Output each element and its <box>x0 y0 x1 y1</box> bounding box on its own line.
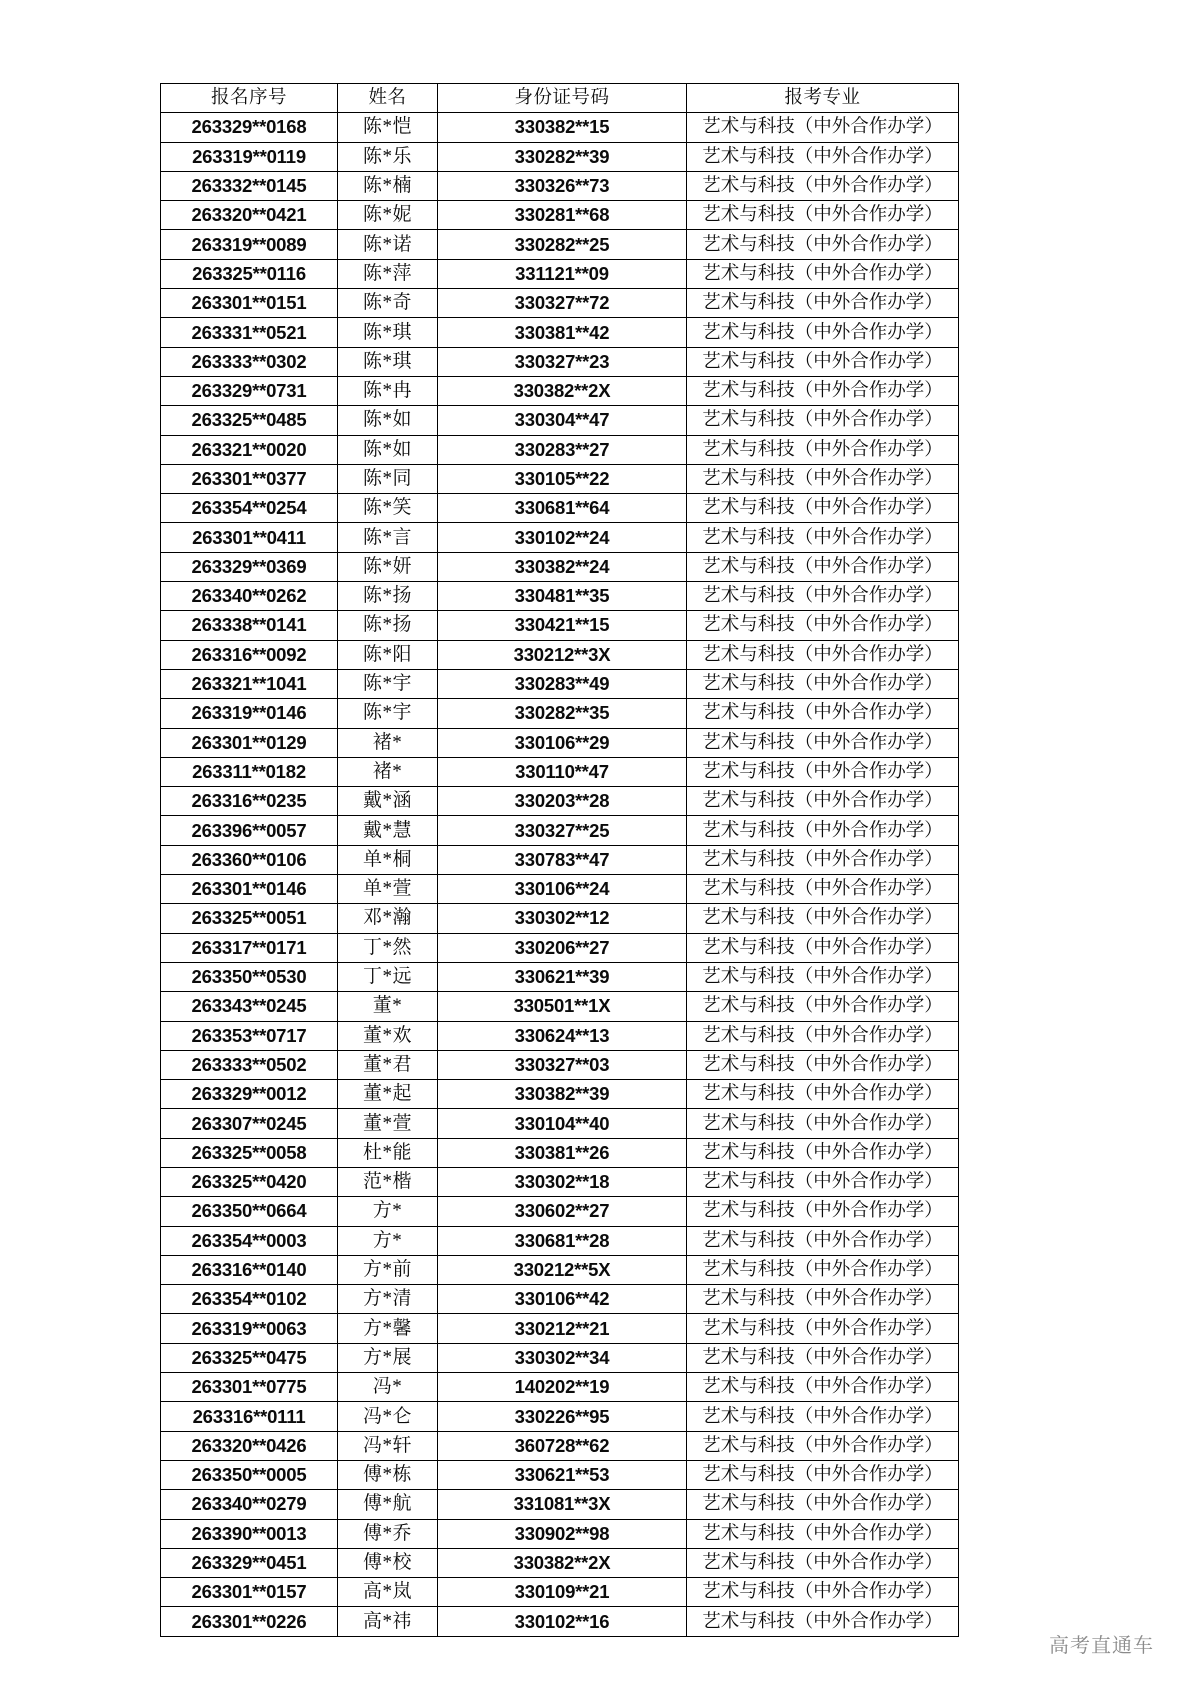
table-row <box>161 259 959 288</box>
cell-id-number: 330283**49 <box>438 669 687 698</box>
cell-serial: 263360**0106 <box>161 845 338 874</box>
cell-name: 陈*阳 <box>338 640 438 669</box>
cell-name: 陈*如 <box>338 406 438 435</box>
cell-name: 冯*轩 <box>338 1431 438 1460</box>
cell-name: 丁*远 <box>338 962 438 991</box>
table-row <box>161 142 959 171</box>
table-row <box>161 875 959 904</box>
cell-id-number: 330212**3X <box>438 640 687 669</box>
cell-id-number: 330382**2X <box>438 1548 687 1577</box>
table-row <box>161 1167 959 1196</box>
cell-serial: 263319**0063 <box>161 1314 338 1343</box>
cell-major: 艺术与科技（中外合作办学） <box>687 347 959 376</box>
cell-serial: 263321**0020 <box>161 435 338 464</box>
cell-name: 陈*琪 <box>338 318 438 347</box>
cell-id-number: 330304**47 <box>438 406 687 435</box>
cell-name: 邓*瀚 <box>338 904 438 933</box>
cell-name: 陈*奇 <box>338 289 438 318</box>
cell-name: 陈*如 <box>338 435 438 464</box>
cell-name: 杜*能 <box>338 1138 438 1167</box>
cell-name: 董*萱 <box>338 1109 438 1138</box>
cell-major: 艺术与科技（中外合作办学） <box>687 230 959 259</box>
cell-name: 陈*诺 <box>338 230 438 259</box>
watermark: 高考直通车 <box>1049 1635 1154 1657</box>
cell-major: 艺术与科技（中外合作办学） <box>687 523 959 552</box>
cell-id-number: 331081**3X <box>438 1490 687 1519</box>
cell-major: 艺术与科技（中外合作办学） <box>687 611 959 640</box>
cell-name: 陈*宇 <box>338 669 438 698</box>
cell-serial: 263301**0157 <box>161 1578 338 1607</box>
cell-major: 艺术与科技（中外合作办学） <box>687 904 959 933</box>
cell-serial: 263338**0141 <box>161 611 338 640</box>
cell-name: 陈*宇 <box>338 699 438 728</box>
cell-id-number: 330327**25 <box>438 816 687 845</box>
cell-name: 傅*乔 <box>338 1519 438 1548</box>
cell-serial: 263316**0111 <box>161 1402 338 1431</box>
table-row <box>161 933 959 962</box>
cell-id-number: 330382**39 <box>438 1080 687 1109</box>
cell-name: 陈*萍 <box>338 259 438 288</box>
cell-major: 艺术与科技（中外合作办学） <box>687 1373 959 1402</box>
cell-id-number: 330282**39 <box>438 142 687 171</box>
cell-serial: 263350**0530 <box>161 962 338 991</box>
table-body <box>161 113 959 1636</box>
table-row <box>161 582 959 611</box>
cell-name: 董*欢 <box>338 1021 438 1050</box>
cell-name: 冯*仑 <box>338 1402 438 1431</box>
cell-id-number: 330104**40 <box>438 1109 687 1138</box>
table-row <box>161 1431 959 1460</box>
cell-id-number: 330382**15 <box>438 113 687 142</box>
table-row <box>161 523 959 552</box>
cell-name: 方* <box>338 1226 438 1255</box>
table-row <box>161 171 959 200</box>
cell-major: 艺术与科技（中外合作办学） <box>687 113 959 142</box>
cell-id-number: 330102**16 <box>438 1607 687 1636</box>
cell-major: 艺术与科技（中外合作办学） <box>687 1167 959 1196</box>
cell-id-number: 331121**09 <box>438 259 687 288</box>
table-row <box>161 1314 959 1343</box>
cell-name: 单*萱 <box>338 875 438 904</box>
cell-serial: 263319**0089 <box>161 230 338 259</box>
cell-major: 艺术与科技（中外合作办学） <box>687 1226 959 1255</box>
cell-serial: 263316**0092 <box>161 640 338 669</box>
cell-serial: 263316**0140 <box>161 1255 338 1284</box>
cell-name: 冯* <box>338 1373 438 1402</box>
cell-major: 艺术与科技（中外合作办学） <box>687 552 959 581</box>
table-row <box>161 347 959 376</box>
cell-serial: 263325**0475 <box>161 1343 338 1372</box>
table-row <box>161 1460 959 1489</box>
cell-major: 艺术与科技（中外合作办学） <box>687 201 959 230</box>
cell-id-number: 330282**25 <box>438 230 687 259</box>
cell-name: 戴*慧 <box>338 816 438 845</box>
cell-major: 艺术与科技（中外合作办学） <box>687 640 959 669</box>
cell-name: 单*桐 <box>338 845 438 874</box>
table-row <box>161 113 959 142</box>
table-row <box>161 1548 959 1577</box>
table-row <box>161 318 959 347</box>
cell-major: 艺术与科技（中外合作办学） <box>687 933 959 962</box>
cell-name: 傅*航 <box>338 1490 438 1519</box>
cell-major: 艺术与科技（中外合作办学） <box>687 1138 959 1167</box>
table-row <box>161 1285 959 1314</box>
cell-name: 陈*扬 <box>338 582 438 611</box>
column-header-id-number: 身份证号码 <box>438 84 687 113</box>
cell-name: 陈*妮 <box>338 201 438 230</box>
cell-serial: 263333**0502 <box>161 1050 338 1079</box>
cell-name: 高*岚 <box>338 1578 438 1607</box>
cell-serial: 263301**0226 <box>161 1607 338 1636</box>
cell-id-number: 330203**28 <box>438 787 687 816</box>
table-row <box>161 464 959 493</box>
cell-serial: 263301**0129 <box>161 728 338 757</box>
cell-name: 方*前 <box>338 1255 438 1284</box>
cell-name: 高*祎 <box>338 1607 438 1636</box>
cell-id-number: 330106**29 <box>438 728 687 757</box>
table-row <box>161 201 959 230</box>
cell-id-number: 330102**24 <box>438 523 687 552</box>
table-row <box>161 640 959 669</box>
table-header <box>161 84 959 113</box>
cell-serial: 263350**0664 <box>161 1197 338 1226</box>
cell-id-number: 330282**35 <box>438 699 687 728</box>
cell-name: 陈*笑 <box>338 494 438 523</box>
table-row <box>161 1021 959 1050</box>
cell-serial: 263321**1041 <box>161 669 338 698</box>
cell-major: 艺术与科技（中外合作办学） <box>687 1050 959 1079</box>
cell-serial: 263320**0421 <box>161 201 338 230</box>
cell-major: 艺术与科技（中外合作办学） <box>687 1402 959 1431</box>
cell-id-number: 330106**24 <box>438 875 687 904</box>
cell-major: 艺术与科技（中外合作办学） <box>687 464 959 493</box>
cell-serial: 263316**0235 <box>161 787 338 816</box>
cell-major: 艺术与科技（中外合作办学） <box>687 1607 959 1636</box>
cell-id-number: 330421**15 <box>438 611 687 640</box>
cell-id-number: 330624**13 <box>438 1021 687 1050</box>
cell-id-number: 330783**47 <box>438 845 687 874</box>
cell-major: 艺术与科技（中外合作办学） <box>687 1548 959 1577</box>
cell-id-number: 330501**1X <box>438 992 687 1021</box>
cell-id-number: 330381**42 <box>438 318 687 347</box>
cell-major: 艺术与科技（中外合作办学） <box>687 406 959 435</box>
cell-serial: 263331**0521 <box>161 318 338 347</box>
table-row <box>161 1343 959 1372</box>
cell-name: 董*君 <box>338 1050 438 1079</box>
registration-table <box>160 83 959 1637</box>
table-row <box>161 787 959 816</box>
cell-major: 艺术与科技（中外合作办学） <box>687 318 959 347</box>
cell-name: 方*展 <box>338 1343 438 1372</box>
cell-major: 艺术与科技（中外合作办学） <box>687 435 959 464</box>
table-row <box>161 962 959 991</box>
cell-major: 艺术与科技（中外合作办学） <box>687 1578 959 1607</box>
table-row <box>161 1050 959 1079</box>
cell-major: 艺术与科技（中外合作办学） <box>687 1197 959 1226</box>
table-row <box>161 1373 959 1402</box>
table-row <box>161 845 959 874</box>
cell-major: 艺术与科技（中外合作办学） <box>687 1519 959 1548</box>
table-row <box>161 1578 959 1607</box>
cell-id-number: 330602**27 <box>438 1197 687 1226</box>
cell-serial: 263320**0426 <box>161 1431 338 1460</box>
table-row <box>161 1080 959 1109</box>
cell-id-number: 330621**53 <box>438 1460 687 1489</box>
cell-major: 艺术与科技（中外合作办学） <box>687 171 959 200</box>
table-row <box>161 1255 959 1284</box>
cell-id-number: 330106**42 <box>438 1285 687 1314</box>
table-row <box>161 728 959 757</box>
table-row <box>161 1138 959 1167</box>
table-header-row <box>161 84 959 113</box>
cell-id-number: 330621**39 <box>438 962 687 991</box>
cell-major: 艺术与科技（中外合作办学） <box>687 1021 959 1050</box>
cell-name: 范*楷 <box>338 1167 438 1196</box>
cell-id-number: 330327**72 <box>438 289 687 318</box>
table-row <box>161 406 959 435</box>
cell-name: 戴*涵 <box>338 787 438 816</box>
table-row <box>161 1402 959 1431</box>
cell-id-number: 330302**12 <box>438 904 687 933</box>
cell-serial: 263390**0013 <box>161 1519 338 1548</box>
cell-serial: 263329**0731 <box>161 376 338 405</box>
table-row <box>161 757 959 786</box>
cell-id-number: 140202**19 <box>438 1373 687 1402</box>
cell-name: 董* <box>338 992 438 1021</box>
table-row <box>161 1490 959 1519</box>
cell-name: 陈*恺 <box>338 113 438 142</box>
cell-id-number: 330327**03 <box>438 1050 687 1079</box>
cell-name: 方* <box>338 1197 438 1226</box>
cell-name: 褚* <box>338 728 438 757</box>
cell-serial: 263325**0420 <box>161 1167 338 1196</box>
cell-major: 艺术与科技（中外合作办学） <box>687 494 959 523</box>
cell-id-number: 330382**24 <box>438 552 687 581</box>
cell-serial: 263301**0377 <box>161 464 338 493</box>
table-row <box>161 230 959 259</box>
cell-name: 陈*同 <box>338 464 438 493</box>
table-row <box>161 904 959 933</box>
cell-major: 艺术与科技（中外合作办学） <box>687 728 959 757</box>
cell-serial: 263340**0279 <box>161 1490 338 1519</box>
cell-serial: 263301**0775 <box>161 1373 338 1402</box>
cell-serial: 263396**0057 <box>161 816 338 845</box>
table-row <box>161 1607 959 1636</box>
table-row <box>161 435 959 464</box>
cell-id-number: 330283**27 <box>438 435 687 464</box>
cell-major: 艺术与科技（中外合作办学） <box>687 962 959 991</box>
cell-id-number: 330302**18 <box>438 1167 687 1196</box>
column-header-major: 报考专业 <box>687 84 959 113</box>
cell-serial: 263319**0119 <box>161 142 338 171</box>
cell-name: 傅*栋 <box>338 1460 438 1489</box>
cell-name: 陈*扬 <box>338 611 438 640</box>
cell-name: 方*清 <box>338 1285 438 1314</box>
cell-id-number: 330381**26 <box>438 1138 687 1167</box>
cell-id-number: 330226**95 <box>438 1402 687 1431</box>
cell-id-number: 330109**21 <box>438 1578 687 1607</box>
cell-serial: 263325**0116 <box>161 259 338 288</box>
cell-id-number: 330382**2X <box>438 376 687 405</box>
table-row <box>161 1197 959 1226</box>
cell-serial: 263343**0245 <box>161 992 338 1021</box>
table-row <box>161 1226 959 1255</box>
table-row <box>161 1519 959 1548</box>
cell-id-number: 330281**68 <box>438 201 687 230</box>
cell-major: 艺术与科技（中外合作办学） <box>687 1490 959 1519</box>
cell-name: 陈*楠 <box>338 171 438 200</box>
cell-id-number: 330327**23 <box>438 347 687 376</box>
cell-id-number: 330212**5X <box>438 1255 687 1284</box>
column-header-name: 姓名 <box>338 84 438 113</box>
table-row <box>161 494 959 523</box>
table-row <box>161 699 959 728</box>
cell-serial: 263301**0151 <box>161 289 338 318</box>
cell-major: 艺术与科技（中外合作办学） <box>687 1255 959 1284</box>
cell-name: 陈*冉 <box>338 376 438 405</box>
cell-id-number: 330681**64 <box>438 494 687 523</box>
cell-serial: 263329**0451 <box>161 1548 338 1577</box>
cell-name: 丁*然 <box>338 933 438 962</box>
column-header-serial: 报名序号 <box>161 84 338 113</box>
cell-id-number: 330326**73 <box>438 171 687 200</box>
cell-name: 褚* <box>338 757 438 786</box>
table-row <box>161 289 959 318</box>
cell-name: 傅*校 <box>338 1548 438 1577</box>
cell-serial: 263332**0145 <box>161 171 338 200</box>
table-row <box>161 992 959 1021</box>
cell-serial: 263307**0245 <box>161 1109 338 1138</box>
cell-id-number: 330110**47 <box>438 757 687 786</box>
cell-serial: 263301**0411 <box>161 523 338 552</box>
cell-major: 艺术与科技（中外合作办学） <box>687 699 959 728</box>
cell-serial: 263319**0146 <box>161 699 338 728</box>
cell-major: 艺术与科技（中外合作办学） <box>687 1080 959 1109</box>
cell-major: 艺术与科技（中外合作办学） <box>687 289 959 318</box>
cell-major: 艺术与科技（中外合作办学） <box>687 1431 959 1460</box>
cell-name: 方*馨 <box>338 1314 438 1343</box>
cell-major: 艺术与科技（中外合作办学） <box>687 1314 959 1343</box>
cell-id-number: 330212**21 <box>438 1314 687 1343</box>
cell-major: 艺术与科技（中外合作办学） <box>687 1285 959 1314</box>
cell-serial: 263311**0182 <box>161 757 338 786</box>
cell-serial: 263325**0485 <box>161 406 338 435</box>
cell-id-number: 330302**34 <box>438 1343 687 1372</box>
cell-serial: 263317**0171 <box>161 933 338 962</box>
cell-major: 艺术与科技（中外合作办学） <box>687 1109 959 1138</box>
cell-name: 陈*言 <box>338 523 438 552</box>
registration-table-container <box>160 83 958 1637</box>
cell-major: 艺术与科技（中外合作办学） <box>687 259 959 288</box>
table-row <box>161 552 959 581</box>
cell-serial: 263329**0168 <box>161 113 338 142</box>
cell-serial: 263340**0262 <box>161 582 338 611</box>
cell-name: 董*起 <box>338 1080 438 1109</box>
cell-serial: 263350**0005 <box>161 1460 338 1489</box>
cell-major: 艺术与科技（中外合作办学） <box>687 1343 959 1372</box>
table-row <box>161 376 959 405</box>
cell-id-number: 330105**22 <box>438 464 687 493</box>
cell-name: 陈*妍 <box>338 552 438 581</box>
table-row <box>161 1109 959 1138</box>
cell-serial: 263329**0369 <box>161 552 338 581</box>
cell-serial: 263325**0058 <box>161 1138 338 1167</box>
cell-name: 陈*琪 <box>338 347 438 376</box>
cell-serial: 263354**0102 <box>161 1285 338 1314</box>
cell-major: 艺术与科技（中外合作办学） <box>687 582 959 611</box>
cell-id-number: 330481**35 <box>438 582 687 611</box>
cell-id-number: 360728**62 <box>438 1431 687 1460</box>
cell-major: 艺术与科技（中外合作办学） <box>687 875 959 904</box>
cell-id-number: 330681**28 <box>438 1226 687 1255</box>
cell-serial: 263325**0051 <box>161 904 338 933</box>
cell-name: 陈*乐 <box>338 142 438 171</box>
cell-major: 艺术与科技（中外合作办学） <box>687 816 959 845</box>
cell-id-number: 330902**98 <box>438 1519 687 1548</box>
table-row <box>161 816 959 845</box>
cell-serial: 263353**0717 <box>161 1021 338 1050</box>
cell-id-number: 330206**27 <box>438 933 687 962</box>
table-row <box>161 611 959 640</box>
cell-serial: 263354**0254 <box>161 494 338 523</box>
cell-serial: 263333**0302 <box>161 347 338 376</box>
cell-major: 艺术与科技（中外合作办学） <box>687 669 959 698</box>
cell-major: 艺术与科技（中外合作办学） <box>687 787 959 816</box>
cell-serial: 263354**0003 <box>161 1226 338 1255</box>
cell-major: 艺术与科技（中外合作办学） <box>687 142 959 171</box>
table-row <box>161 669 959 698</box>
cell-serial: 263301**0146 <box>161 875 338 904</box>
cell-serial: 263329**0012 <box>161 1080 338 1109</box>
cell-major: 艺术与科技（中外合作办学） <box>687 1460 959 1489</box>
cell-major: 艺术与科技（中外合作办学） <box>687 757 959 786</box>
cell-major: 艺术与科技（中外合作办学） <box>687 992 959 1021</box>
cell-major: 艺术与科技（中外合作办学） <box>687 376 959 405</box>
cell-major: 艺术与科技（中外合作办学） <box>687 845 959 874</box>
